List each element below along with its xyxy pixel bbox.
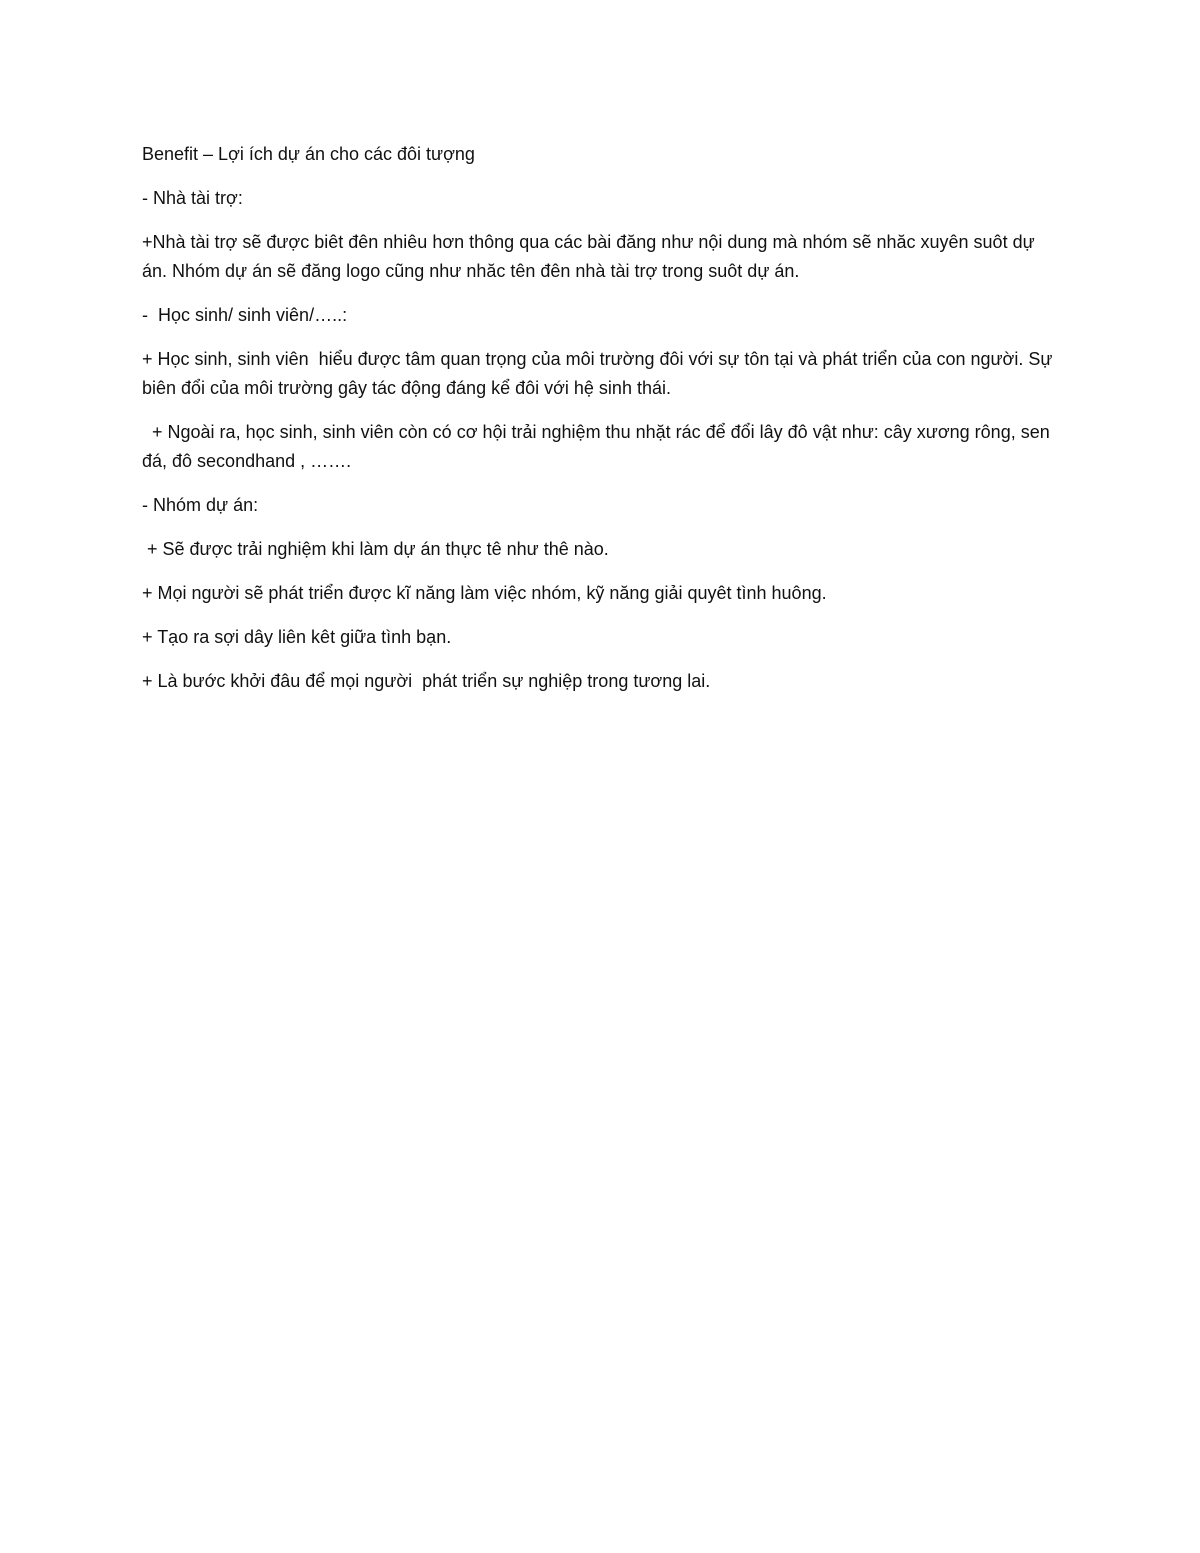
section-heading-project-team: - Nhóm dự án: [142,495,259,515]
team-benefit-item-1: + Sẽ được trải nghiệm khi làm dự án thực tê như thê nào. [142,539,609,559]
team-benefit-item-4: + Là bước khởi đâu để mọi người phát triển sự nghiệp trong tương lai. [142,671,711,691]
students-benefit-paragraph-1: + Học sinh, sinh viên hiểu được tâm quan trọng của môi trường đôi với sự tôn tại và phát triển của con người. Sự biên đổi của môi trường gây tác động đáng kể đôi với hệ sinh thái. [142,349,1058,398]
team-benefit-item-3: + Tạo ra sợi dây liên kêt giữa tình bạn. [142,627,452,647]
team-benefit-item-2: + Mọi người sẽ phát triển được kĩ năng làm việc nhóm, kỹ năng giải quyêt tình huông. [142,583,827,603]
section-heading-students: - Học sinh/ sinh viên/…..: [142,305,348,325]
section-heading-sponsor: - Nhà tài trợ: [142,188,243,208]
document-body [142,140,1062,711]
document-title: Benefit – Lợi ích dự án cho các đôi tượng [142,144,475,164]
students-benefit-paragraph-2: + Ngoài ra, học sinh, sinh viên còn có cơ hội trải nghiệm thu nhặt rác để đổi lây đô vật như: cây xương rông, sen đá, đô secondhand , ……. [142,422,1055,471]
sponsor-benefit-paragraph: +Nhà tài trợ sẽ được biêt đên nhiêu hơn thông qua các bài đăng như nội dung mà nhóm sẽ nhăc xuyên suôt dự án. Nhóm dự án sẽ đăng logo cũng như nhăc tên đên nhà tài trợ trong suôt dự án. [142,232,1040,281]
